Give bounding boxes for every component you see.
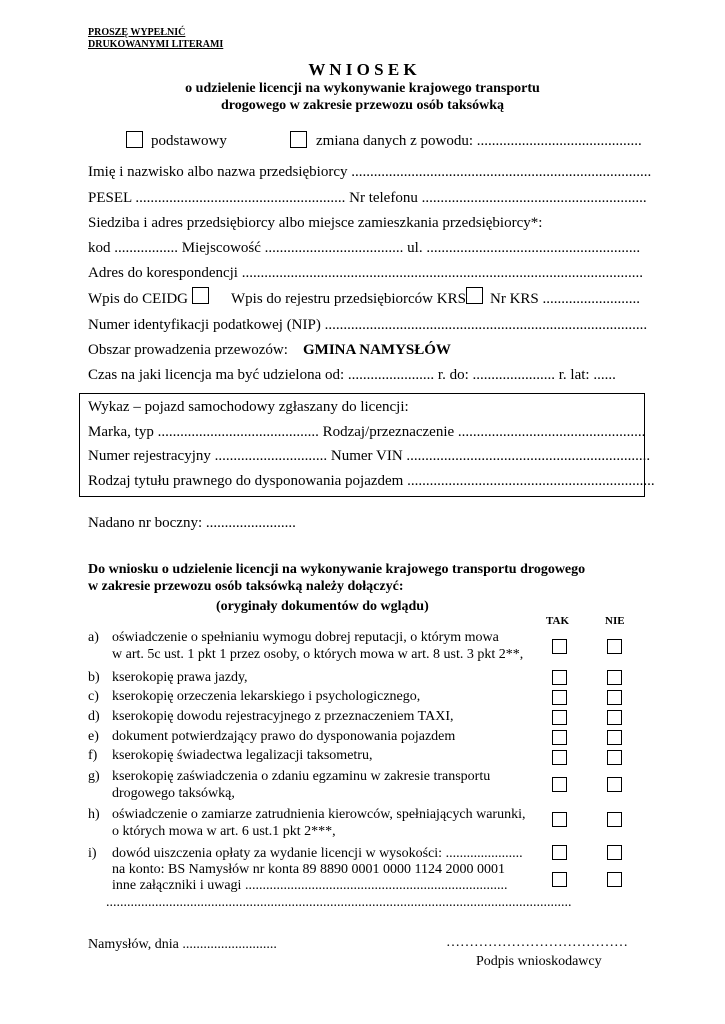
item-a-no-checkbox[interactable] (607, 639, 622, 654)
side-number-field[interactable]: Nadano nr boczny: ........................ (88, 515, 296, 531)
ceidg-checkbox[interactable] (192, 287, 209, 304)
vehicle-title-field[interactable]: Rodzaj tytułu prawnego do dysponowania pojazdem .................................................................. (88, 473, 655, 489)
item-f-no-checkbox[interactable] (607, 750, 622, 765)
item-d-no-checkbox[interactable] (607, 710, 622, 725)
address-field[interactable]: kod ................. Miejscowość ..................................... ul. ......................................................... (88, 240, 641, 256)
krs-entry-label: Wpis do rejestru przedsiębiorców KRS (231, 291, 466, 307)
item-b-no-checkbox[interactable] (607, 670, 622, 685)
item-i-line1: dowód uiszczenia opłaty za wydanie licencji w wysokości: ...................... (112, 846, 523, 861)
attachments-heading-line2: w zakresie przewozu osób taksówką należy dołączyć: (88, 579, 404, 594)
item-c-line1: kserokopię orzeczenia lekarskiego i psychologicznego, (112, 689, 421, 704)
form-subtitle-line1: o udzielenie licencji na wykonywanie krajowego transportu (185, 81, 540, 96)
item-letter: d) (88, 709, 100, 724)
krs-checkbox[interactable] (466, 287, 483, 304)
item-f-yes-checkbox[interactable] (552, 750, 567, 765)
item-d-yes-checkbox[interactable] (552, 710, 567, 725)
item-a-yes-checkbox[interactable] (552, 639, 567, 654)
krs-number-field[interactable]: Nr KRS .......................... (490, 291, 641, 307)
column-yes: TAK (546, 615, 570, 627)
item-letter: f) (88, 748, 98, 763)
period-field[interactable]: Czas na jaki licencja ma być udzielona od: ....................... r. do: ...................... r. lat: ...... (88, 367, 616, 383)
basic-label: podstawowy (151, 133, 227, 149)
fill-instruction-line1: PROSZĘ WYPEŁNIĆ (88, 27, 186, 38)
item-g-line2: drogowego taksówką, (112, 786, 235, 801)
form-subtitle-line2: drogowego w zakresie przewozu osób taksówką (221, 98, 504, 113)
pesel-phone-field[interactable]: PESEL ........................................................ Nr telefonu ............................................................ (88, 190, 647, 206)
place-date-field[interactable]: Namysłów, dnia ........................... (88, 937, 277, 952)
item-i-no-checkbox[interactable] (607, 845, 622, 860)
item-c-yes-checkbox[interactable] (552, 690, 567, 705)
item-e-no-checkbox[interactable] (607, 730, 622, 745)
attachments-subheading: (oryginały dokumentów do wglądu) (216, 599, 429, 614)
item-letter: i) (88, 846, 97, 861)
vehicle-make-field[interactable]: Marka, typ ........................................... Rodzaj/przeznaczenie .................................................. (88, 424, 646, 440)
basic-checkbox[interactable] (126, 131, 143, 148)
item-letter: c) (88, 689, 99, 704)
item-e-yes-checkbox[interactable] (552, 730, 567, 745)
item-i-yes-checkbox[interactable] (552, 845, 567, 860)
item-letter: g) (88, 769, 100, 784)
item-b-line1: kserokopię prawa jazdy, (112, 670, 248, 685)
item-i-line2: na konto: BS Namysłów nr konta 89 8890 0001 0000 1124 2000 0001 (112, 862, 506, 877)
item-letter: a) (88, 630, 99, 645)
other-no-checkbox[interactable] (607, 872, 622, 887)
column-no: NIE (605, 615, 625, 627)
item-g-line1: kserokopię zaświadczenia o zdaniu egzaminu w zakresie transportu (112, 769, 491, 784)
item-h-yes-checkbox[interactable] (552, 812, 567, 827)
signature-label: Podpis wnioskodawcy (476, 954, 602, 969)
name-field[interactable]: Imię i nazwisko albo nazwa przedsiębiorcy ................................................................................ (88, 164, 652, 180)
area-value: GMINA NAMYSŁÓW (303, 342, 451, 358)
change-label: zmiana danych z powodu: ............................................ (316, 133, 642, 149)
item-h-line2: o których mowa w art. 6 ust.1 pkt 2***, (112, 824, 336, 839)
vehicle-registration-field[interactable]: Numer rejestracyjny .............................. Numer VIN ................................................................. (88, 448, 651, 464)
signature-line[interactable]: ………………………………… (446, 935, 628, 950)
attachments-heading-line1: Do wniosku o udzielenie licencji na wykonywanie krajowego transportu drogowego (88, 562, 586, 577)
other-attachments-field[interactable]: inne załączniki i uwagi ........................................................................... (112, 878, 508, 893)
correspondence-field[interactable]: Adres do korespondencji ........................................................................................................... (88, 265, 643, 281)
vehicle-header: Wykaz – pojazd samochodowy zgłaszany do licencji: (88, 399, 409, 415)
ceidg-label: Wpis do CEIDG (88, 291, 188, 307)
item-a-line2: w art. 5c ust. 1 pkt 1 przez osoby, o których mowa w art. 8 ust. 3 pkt 2**, (112, 647, 524, 662)
item-g-yes-checkbox[interactable] (552, 777, 567, 792)
item-e-line1: dokument potwierdzający prawo do dysponowania pojazdem (112, 729, 456, 744)
item-letter: b) (88, 670, 100, 685)
item-letter: e) (88, 729, 99, 744)
area-label: Obszar prowadzenia przewozów: (88, 342, 288, 358)
item-c-no-checkbox[interactable] (607, 690, 622, 705)
seat-label: Siedziba i adres przedsiębiorcy albo miejsce zamieszkania przedsiębiorcy*: (88, 215, 543, 231)
fill-instruction-line2: DRUKOWANYMI LITERAMI (88, 39, 224, 50)
item-g-no-checkbox[interactable] (607, 777, 622, 792)
item-d-line1: kserokopię dowodu rejestracyjnego z przeznaczeniem TAXI, (112, 709, 454, 724)
item-b-yes-checkbox[interactable] (552, 670, 567, 685)
item-f-line1: kserokopię świadectwa legalizacji taksometru, (112, 748, 373, 763)
form-title: W N I O S E K (308, 60, 417, 79)
other-yes-checkbox[interactable] (552, 872, 567, 887)
change-checkbox[interactable] (290, 131, 307, 148)
item-h-line1: oświadczenie o zamiarze zatrudnienia kierowców, spełniających warunki, (112, 807, 526, 822)
notes-dots-line[interactable]: ..................................................................................................................................... (106, 895, 572, 910)
nip-field[interactable]: Numer identyfikacji podatkowej (NIP) ...................................................................................... (88, 317, 648, 333)
item-letter: h) (88, 807, 100, 822)
item-a-line1: oświadczenie o spełnianiu wymogu dobrej reputacji, o którym mowa (112, 630, 499, 645)
item-h-no-checkbox[interactable] (607, 812, 622, 827)
